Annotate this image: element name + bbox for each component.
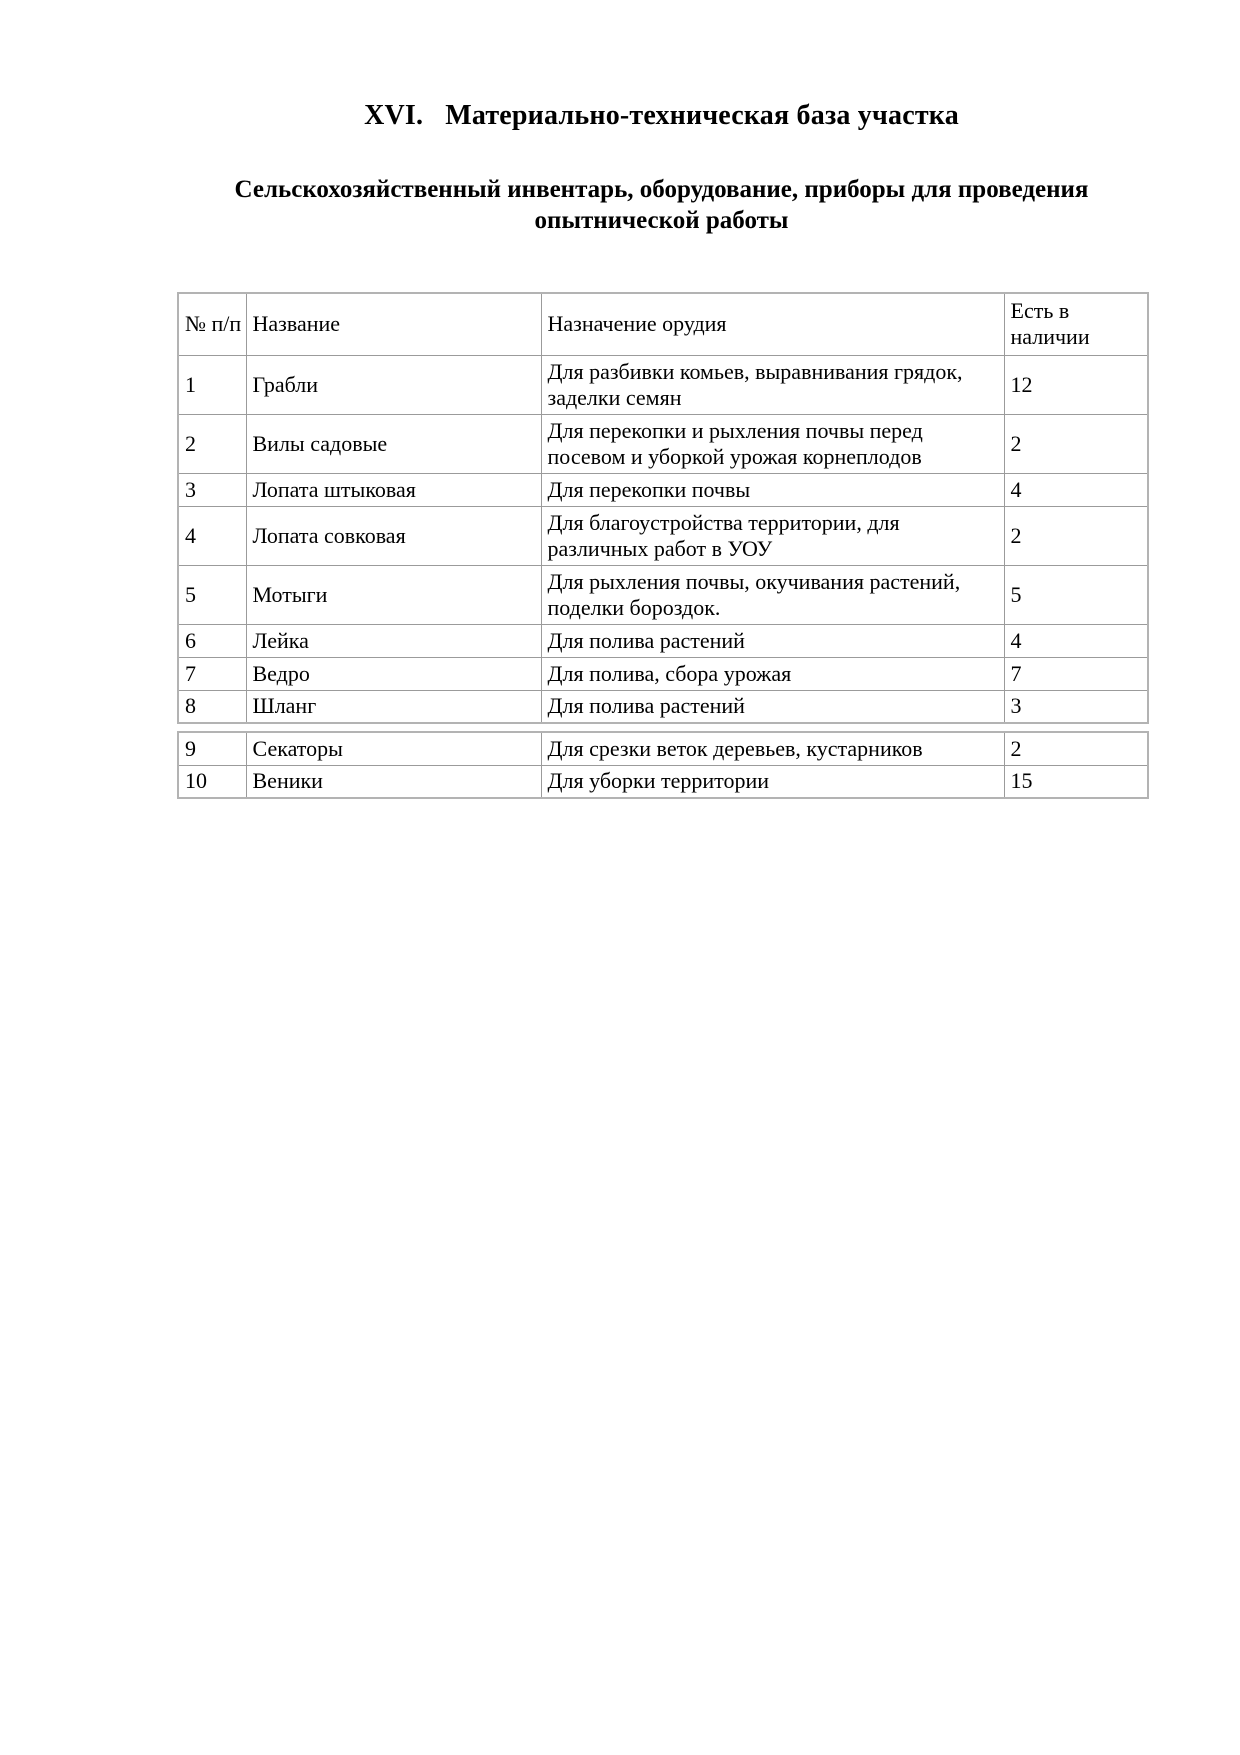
item-qty-cell: 5	[1004, 565, 1148, 624]
table-row	[178, 690, 1148, 723]
item-name-cell: Вилы садовые	[246, 414, 541, 473]
row-number-cell: 2	[178, 414, 246, 473]
item-purpose-cell: Для разбивки комьев, выравнивания грядок, заделки семян	[541, 355, 1004, 414]
item-name-cell: Лопата совковая	[246, 506, 541, 565]
inventory-table	[177, 292, 1149, 724]
row-number-cell: 9	[178, 732, 246, 765]
item-qty-cell: 2	[1004, 414, 1148, 473]
item-qty-cell: 2	[1004, 732, 1148, 765]
row-number-cell: 1	[178, 355, 246, 414]
row-number-cell: 6	[178, 624, 246, 657]
row-number-cell: 3	[178, 473, 246, 506]
table-header-row	[178, 293, 1148, 355]
page-content	[177, 0, 1146, 799]
item-purpose-cell: Для срезки веток деревьев, кустарников	[541, 732, 1004, 765]
item-qty-cell: 2	[1004, 506, 1148, 565]
table-subtitle: Сельскохозяйственный инвентарь, оборудование, приборы для проведения опытнической работы	[234, 176, 1089, 234]
table-row	[178, 657, 1148, 690]
table-row	[178, 355, 1148, 414]
row-number-cell: 5	[178, 565, 246, 624]
row-number-cell: 8	[178, 690, 246, 723]
item-qty-cell: 7	[1004, 657, 1148, 690]
item-purpose-cell: Для перекопки почвы	[541, 473, 1004, 506]
table-row	[178, 473, 1148, 506]
column-header-qty: Есть в наличии	[1004, 293, 1148, 355]
row-number-cell: 4	[178, 506, 246, 565]
item-purpose-cell: Для полива растений	[541, 624, 1004, 657]
section-title-text: Материально-техническая база участка	[445, 100, 959, 131]
column-header-name: Название	[246, 293, 541, 355]
item-purpose-cell: Для перекопки и рыхления почвы перед посевом и уборкой урожая корнеплодов	[541, 414, 1004, 473]
section-title	[177, 0, 1146, 132]
item-name-cell: Грабли	[246, 355, 541, 414]
item-qty-cell: 4	[1004, 473, 1148, 506]
item-qty-cell: 4	[1004, 624, 1148, 657]
item-name-cell: Мотыги	[246, 565, 541, 624]
table-row	[178, 414, 1148, 473]
item-name-cell: Секаторы	[246, 732, 541, 765]
item-purpose-cell: Для благоустройства территории, для различных работ в УОУ	[541, 506, 1004, 565]
item-qty-cell: 3	[1004, 690, 1148, 723]
item-purpose-cell: Для полива, сбора урожая	[541, 657, 1004, 690]
column-header-num: № п/п	[178, 293, 246, 355]
item-purpose-cell: Для полива растений	[541, 690, 1004, 723]
item-qty-cell: 12	[1004, 355, 1148, 414]
item-qty-cell: 15	[1004, 765, 1148, 798]
item-name-cell: Веники	[246, 765, 541, 798]
row-number-cell: 7	[178, 657, 246, 690]
item-purpose-cell: Для уборки территории	[541, 765, 1004, 798]
table-row	[178, 506, 1148, 565]
item-name-cell: Лопата штыковая	[246, 473, 541, 506]
item-name-cell: Шланг	[246, 690, 541, 723]
table-row	[178, 565, 1148, 624]
column-header-purpose: Назначение орудия	[541, 293, 1004, 355]
item-name-cell: Лейка	[246, 624, 541, 657]
table-row	[178, 732, 1148, 765]
row-number-cell: 10	[178, 765, 246, 798]
item-purpose-cell: Для рыхления почвы, окучивания растений, поделки бороздок.	[541, 565, 1004, 624]
section-number: XVI.	[364, 100, 424, 131]
item-name-cell: Ведро	[246, 657, 541, 690]
table-row	[178, 765, 1148, 798]
table-row	[178, 624, 1148, 657]
inventory-table-continued	[177, 731, 1149, 799]
